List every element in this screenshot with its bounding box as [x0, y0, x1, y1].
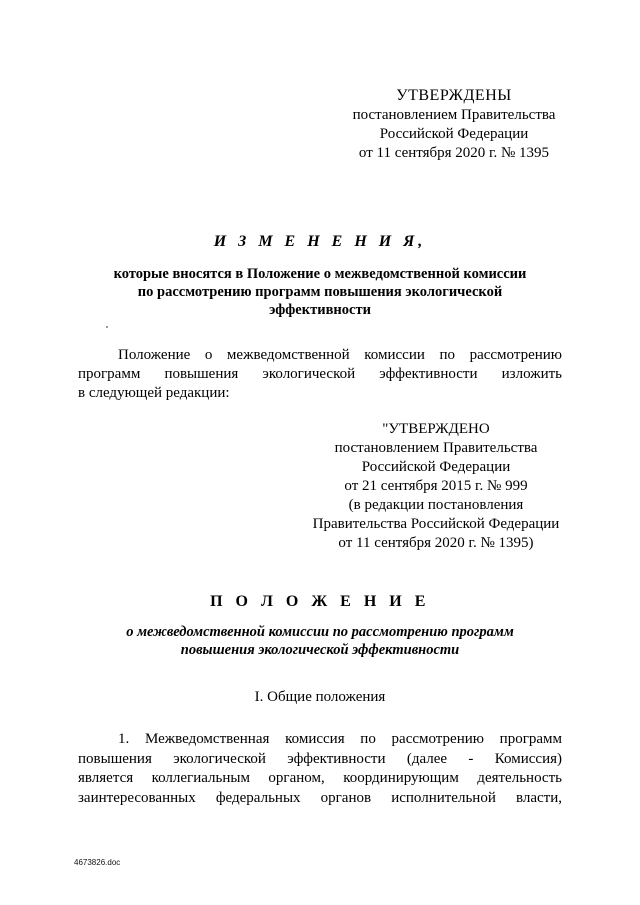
- approval-block: [334, 86, 574, 163]
- approval-line: постановлением Правительства: [352, 107, 556, 123]
- approval2-line: Российской Федерации: [361, 459, 511, 475]
- paragraph-1: [78, 730, 562, 808]
- regulation-subtitle-line: о межведомственной комиссии по рассмотрению программ: [126, 624, 514, 640]
- paragraph-line: является коллегиальным органом, координирующим деятельность: [78, 770, 562, 786]
- regulation-title: [80, 591, 560, 659]
- intro-line: Положение о межведомственной комиссии по рассмотрению: [118, 347, 562, 363]
- regulation-heading: П О Л О Ж Е Н И Е: [210, 593, 430, 610]
- changes-subtitle-line: которые вносятся в Положение о межведомственной комиссии: [113, 266, 527, 282]
- changes-subtitle-line: по рассмотрению программ повышения экологической: [137, 284, 503, 300]
- paragraph-line: повышения экологической эффективности (далее - Комиссия): [78, 750, 562, 767]
- approval2-line: "УТВЕРЖДЕНО: [382, 421, 490, 437]
- approval2-line: от 11 сентября 2020 г. № 1395): [338, 535, 534, 551]
- approval-heading: УТВЕРЖДЕНЫ: [396, 87, 512, 104]
- approval2-line: (в редакции постановления: [348, 497, 524, 513]
- intro-line: в следующей редакции:: [78, 385, 230, 401]
- approval2-line: постановлением Правительства: [334, 440, 538, 456]
- approval-block-2: [306, 420, 566, 553]
- changes-subtitle: [80, 265, 560, 319]
- approval2-line: от 21 сентября 2015 г. № 999: [344, 478, 528, 494]
- approval2-line: Правительства Российской Федерации: [312, 516, 560, 532]
- scan-speck: [106, 326, 108, 328]
- section-heading: I. Общие положения: [254, 689, 386, 705]
- changes-title: [80, 231, 560, 319]
- approval-line: от 11 сентября 2020 г. № 1395: [358, 145, 550, 161]
- changes-heading: И З М Е Н Е Н И Я,: [213, 233, 427, 250]
- regulation-subtitle-line: повышения экологической эффективности: [180, 642, 460, 658]
- paragraph-line: 1. Межведомственная комиссия по рассмотрению программ: [118, 731, 562, 747]
- paragraph-line: заинтересованных федеральных органов исполнительной власти,: [78, 789, 562, 806]
- changes-subtitle-line: эффективности: [269, 302, 371, 318]
- intro-paragraph: [78, 346, 562, 403]
- approval-line: Российской Федерации: [379, 126, 529, 142]
- intro-line: программ повышения экологической эффективности изложить: [78, 366, 562, 382]
- file-name-footer: 4673826.doc: [74, 858, 121, 867]
- regulation-subtitle: [80, 623, 560, 659]
